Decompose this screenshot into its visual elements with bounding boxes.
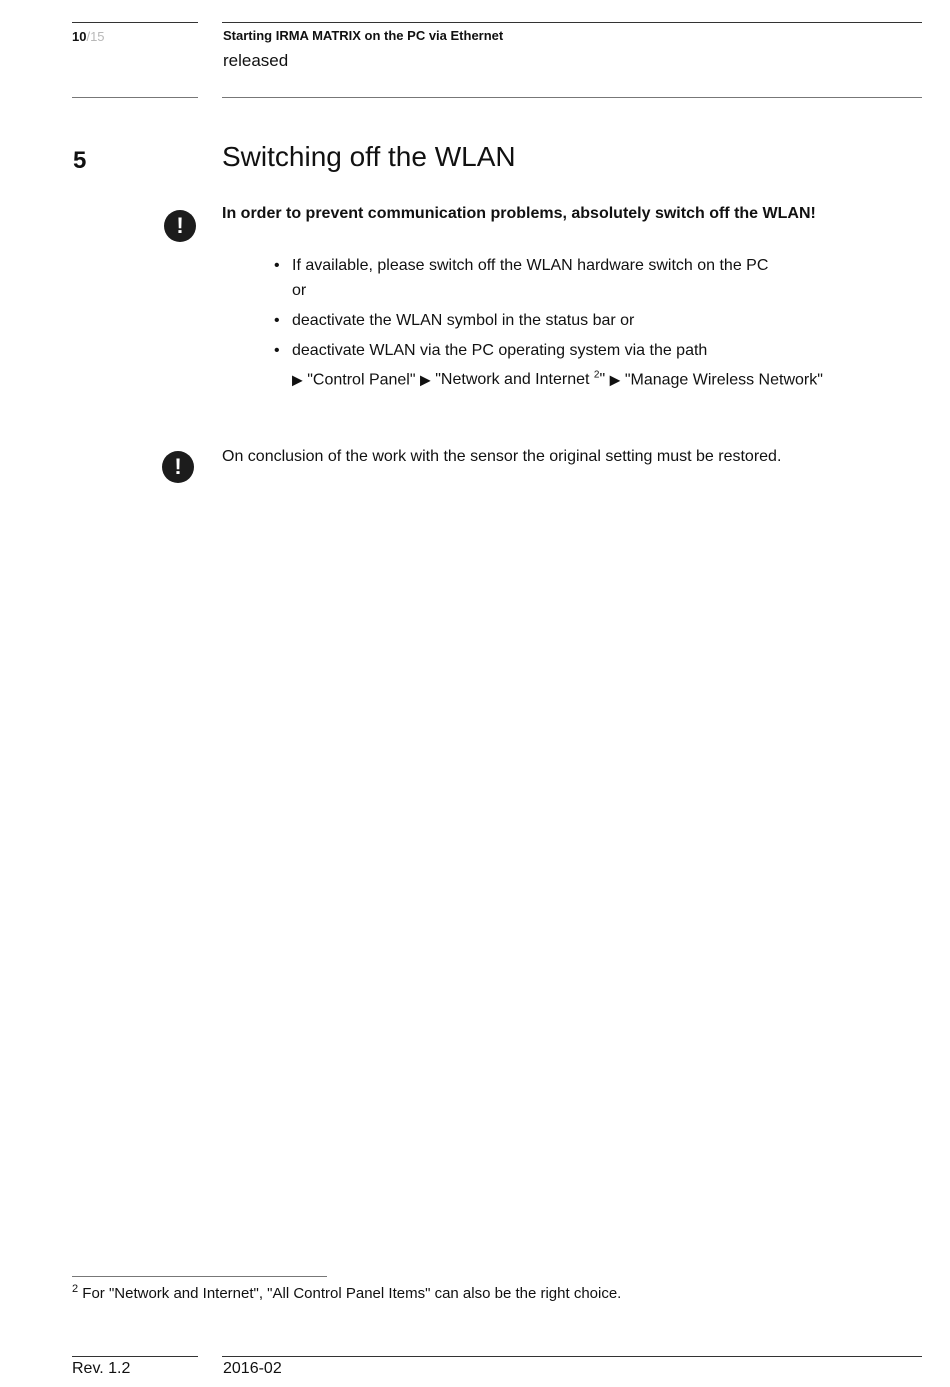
footer-rule-left [72, 1356, 198, 1357]
page-current: 10 [72, 29, 87, 44]
arrow-right-icon: ▶ [609, 371, 621, 388]
path-step-text: "Network and Internet [435, 371, 594, 389]
path-step-quote: " [599, 371, 606, 389]
page-number [72, 29, 105, 44]
section-title: Switching off the WLAN [222, 141, 516, 172]
conclusion-text: On conclusion of the work with the sensor the original setting must be restored. [222, 448, 782, 465]
path-step-network-internet [435, 371, 605, 388]
revision-label: Rev. 1.2 [72, 1360, 131, 1377]
arrow-right-icon: ▶ [292, 371, 303, 388]
header-rule-left [72, 22, 198, 23]
warning-icon: ! [162, 451, 194, 483]
document-title: Starting IRMA MATRIX on the PC via Ethernet [223, 28, 504, 43]
header-bottom-rule-right [222, 97, 922, 98]
footnote-text: For "Network and Internet", "All Control Panel Items" can also be the right choice. [78, 1285, 622, 1302]
bullet-text: deactivate the WLAN symbol in the status bar or [292, 312, 635, 329]
footnote-ref: 2 [593, 370, 600, 381]
page-total: /15 [86, 29, 105, 44]
document-status: released [223, 51, 289, 70]
footer-rule-right [222, 1356, 922, 1357]
section-number: 5 [73, 147, 87, 174]
warning-text: In order to prevent communication problems, absolutely switch off the WLAN! [222, 205, 816, 222]
path-step-manage-wireless: "Manage Wireless Network" [624, 371, 823, 389]
header-bottom-rule-left [72, 97, 198, 98]
footnote-rule [72, 1276, 327, 1277]
bullet-text: deactivate WLAN via the PC operating system via the path [292, 342, 708, 359]
warning-icon: ! [164, 210, 196, 242]
footnote [72, 1283, 621, 1302]
path-step-control-panel: "Control Panel" [307, 371, 416, 389]
date-label: 2016-02 [223, 1360, 282, 1377]
list-item [270, 338, 910, 392]
bullet-text: If available, please switch off the WLAN hardware switch on the PC [292, 257, 769, 274]
bullet-text: or [292, 282, 307, 299]
header-rule-right [222, 22, 922, 23]
list-item [270, 308, 910, 333]
instruction-list [270, 253, 910, 397]
arrow-right-icon: ▶ [420, 371, 431, 388]
list-item [270, 253, 910, 303]
footnote-marker: 2 [72, 1283, 79, 1295]
